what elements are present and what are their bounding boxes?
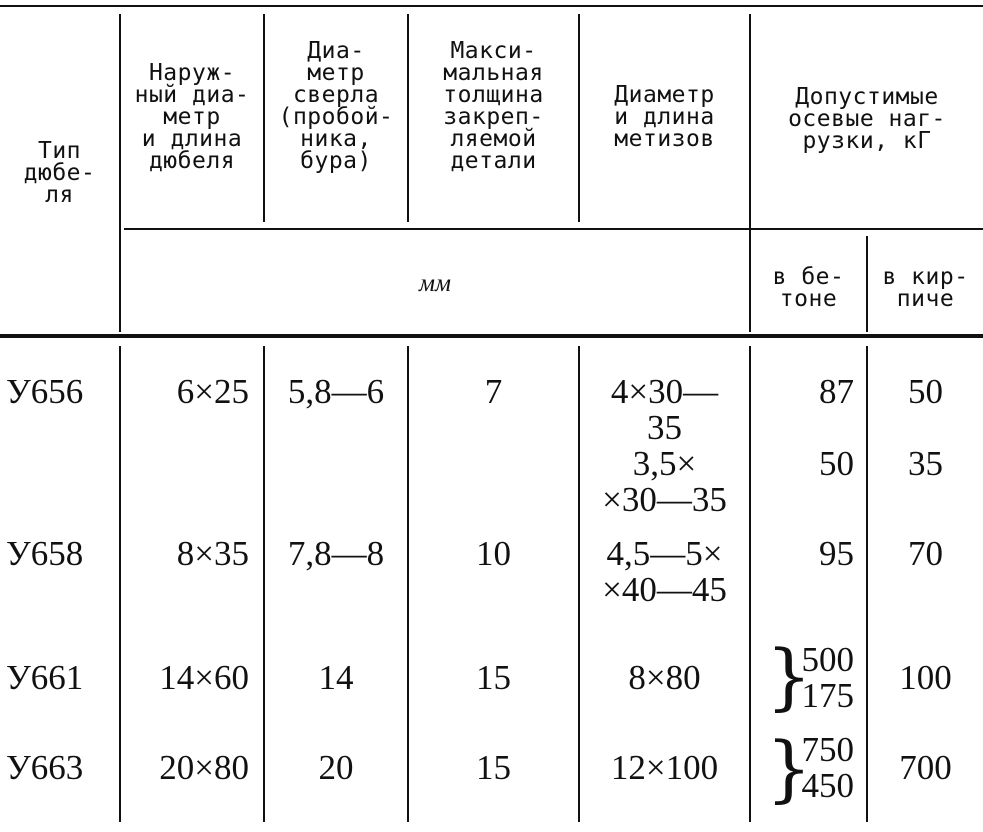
row3-type: У658 — [6, 534, 84, 573]
row5-drill: 20 — [318, 748, 354, 787]
row4-concrete-value2: 175 — [801, 676, 854, 715]
row4-type: У661 — [6, 658, 84, 697]
header-units: мм — [419, 270, 451, 297]
header-hardware: Диаметр и длина метизов — [614, 82, 715, 152]
row1-brick: 50 — [908, 372, 943, 411]
header-bottom-rule — [0, 334, 983, 338]
row1-hardware-line2: 35 — [647, 408, 682, 447]
row3-outer: 8×35 — [176, 534, 249, 573]
row1-drill: 5,8—6 — [287, 372, 385, 411]
header-allowed-loads: Допустимые осевые наг- рузки, кГ — [788, 84, 946, 154]
header-brick: в кир- пиче — [882, 264, 969, 312]
row2-brick: 35 — [908, 444, 943, 483]
row3-hardware-line1: 4,5—5× — [606, 534, 723, 573]
row4-concrete-brace: } — [766, 634, 812, 718]
row5-outer: 20×80 — [159, 748, 249, 787]
top-rule — [0, 5, 983, 7]
row3-brick: 70 — [908, 534, 943, 573]
row2-concrete: 50 — [819, 444, 854, 483]
row2-hardware-line2: ×30—35 — [602, 480, 727, 519]
row4-hardware: 8×80 — [628, 658, 701, 697]
header-type: Тип дюбе- ля — [23, 138, 96, 208]
row2-hardware-line1: 3,5× — [632, 444, 697, 483]
header-mid-rule — [124, 228, 983, 230]
row1-outer: 6×25 — [176, 372, 249, 411]
row1-concrete: 87 — [819, 372, 854, 411]
row3-hardware-line2: ×40—45 — [602, 570, 727, 609]
row3-drill: 7,8—8 — [287, 534, 385, 573]
row3-thickness: 10 — [476, 534, 511, 573]
row1-type: У656 — [6, 372, 84, 411]
header-max-thickness: Макси- мальная толщина закреп- ляемой детали — [443, 38, 544, 174]
header-drill-diameter: Диа- метр сверла (пробой- ника, бура) — [278, 38, 394, 174]
row1-hardware-line1: 4×30— — [610, 372, 719, 411]
row4-concrete-value1: 500 — [801, 640, 854, 679]
row5-concrete-value1: 750 — [801, 730, 854, 769]
row5-thickness: 15 — [476, 748, 511, 787]
row3-concrete: 95 — [819, 534, 854, 573]
header-concrete: в бе- тоне — [772, 264, 845, 312]
row4-brick: 100 — [899, 658, 952, 697]
row5-concrete-value2: 450 — [801, 766, 854, 805]
row5-concrete-brace: } — [766, 726, 812, 810]
header-outer-diameter: Наруж- ный диа- метр и длина дюбеля — [134, 60, 250, 174]
row5-type: У663 — [6, 748, 84, 787]
row4-drill: 14 — [318, 658, 354, 697]
row5-hardware: 12×100 — [610, 748, 719, 787]
row4-thickness: 15 — [476, 658, 511, 697]
row4-outer: 14×60 — [159, 658, 249, 697]
row1-thickness: 7 — [484, 372, 503, 411]
row5-brick: 700 — [899, 748, 952, 787]
